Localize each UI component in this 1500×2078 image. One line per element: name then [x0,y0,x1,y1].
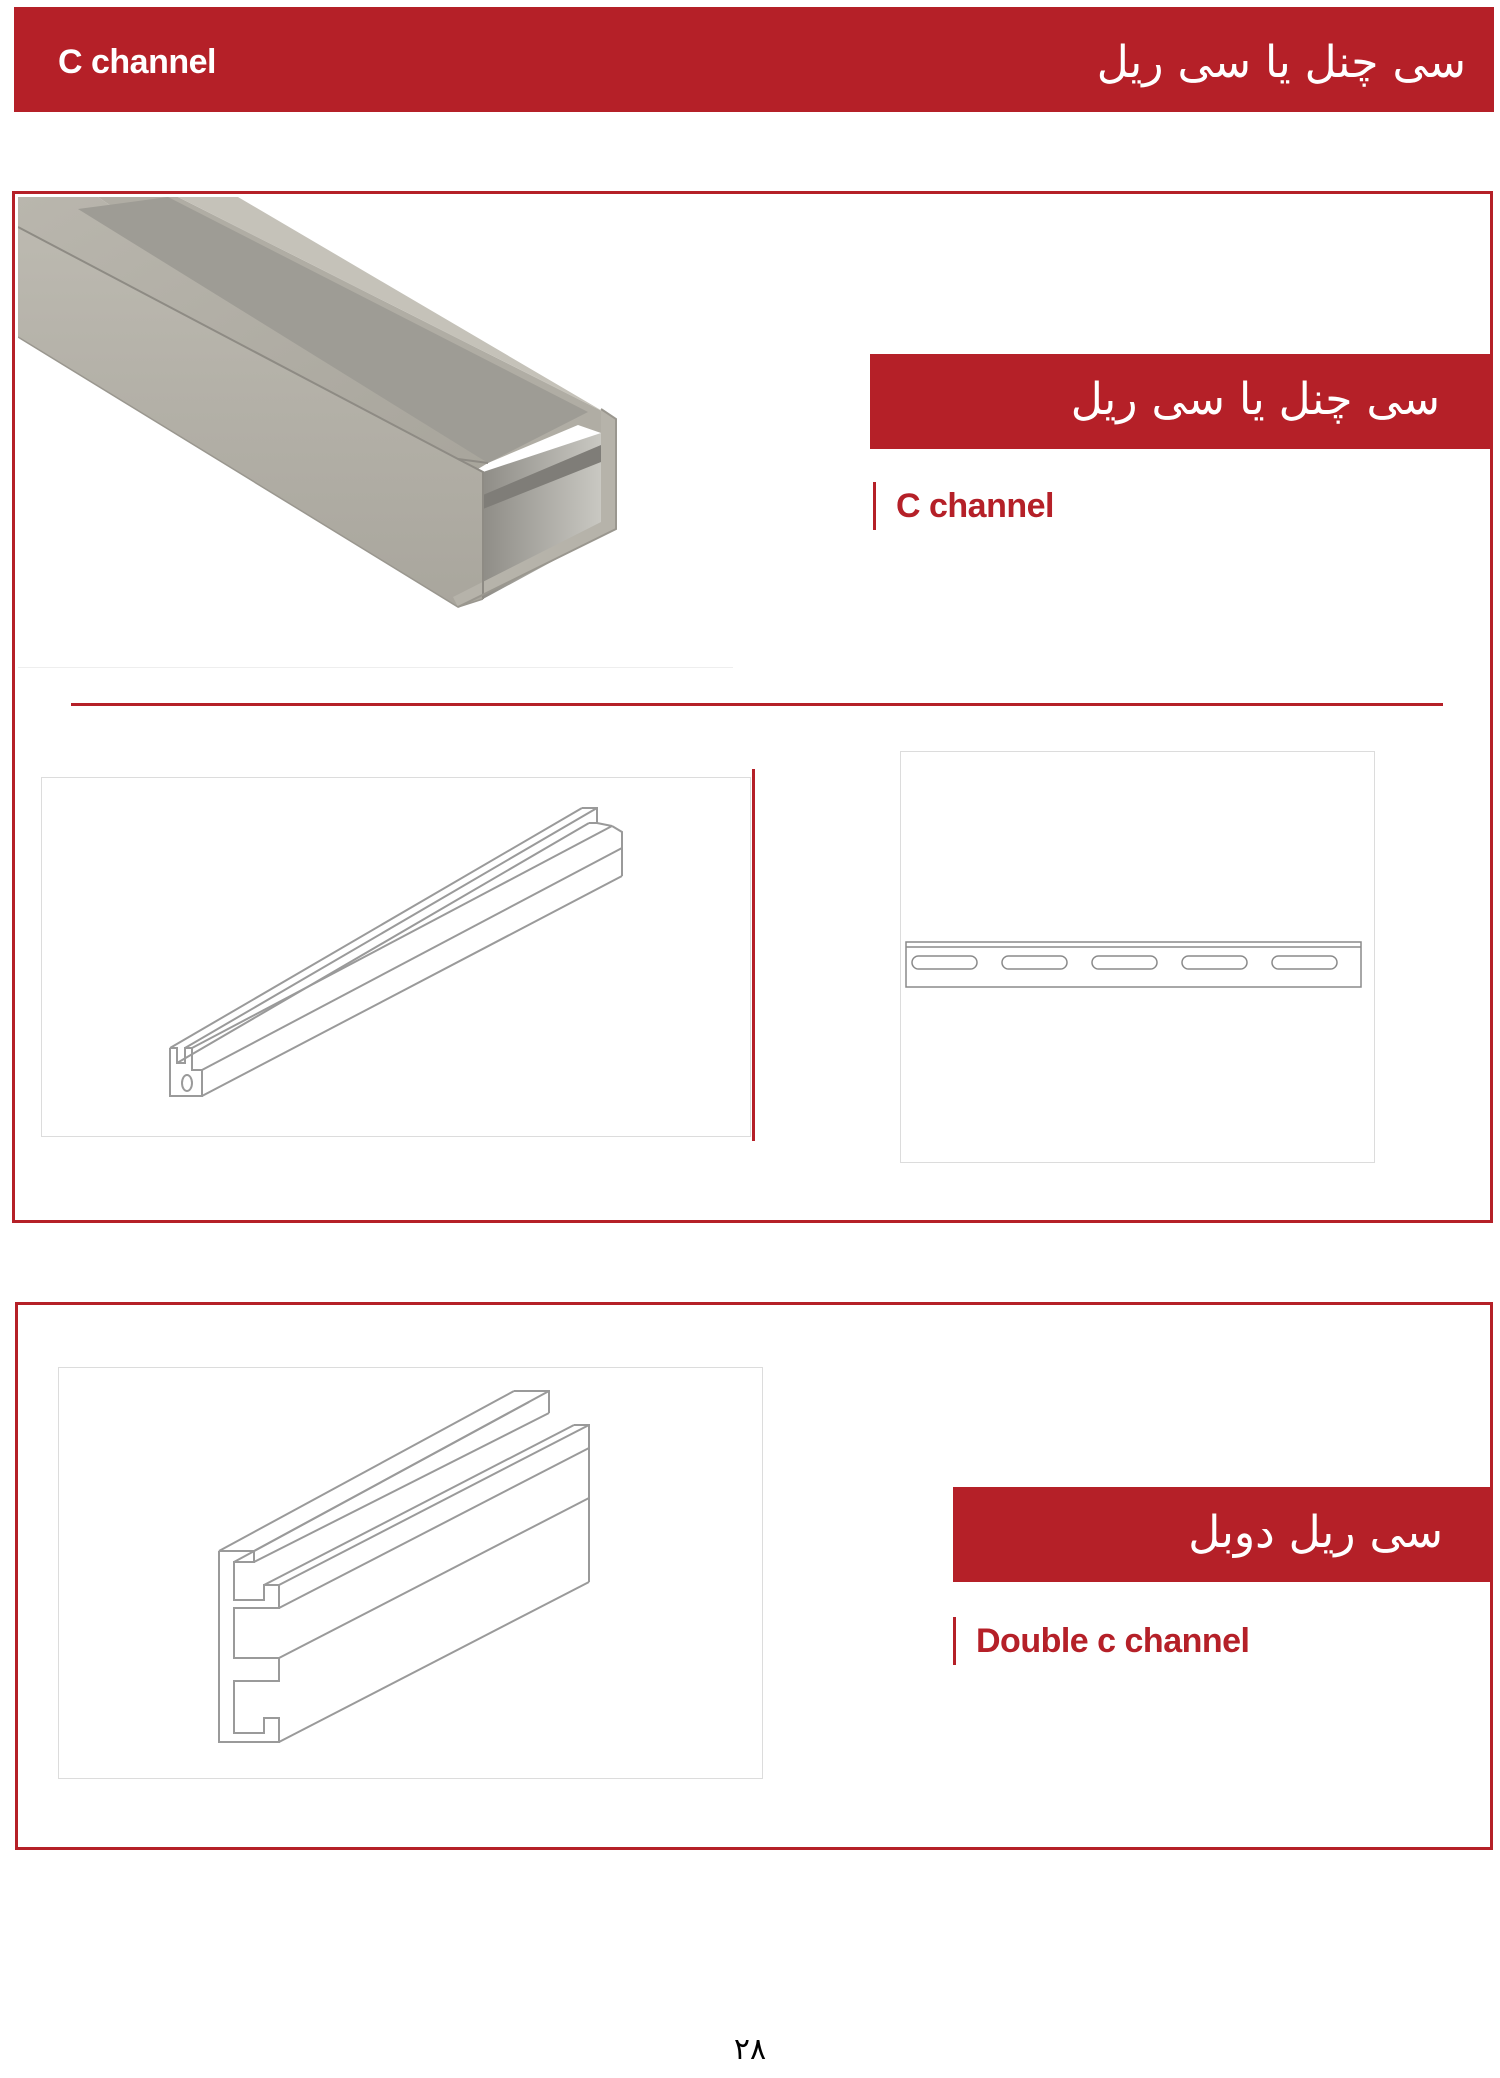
c-channel-isometric-drawing [41,777,751,1137]
double-c-channel-title-fa: سی ریل دوبل [1188,1507,1443,1558]
page-number: ۲۸ [733,2032,767,2067]
section-divider [71,703,1443,706]
c-channel-title-bar [870,354,1490,449]
double-c-channel-section [15,1302,1493,1850]
double-c-channel-subtitle-en: Double c channel [953,1617,1250,1665]
c-channel-side-slotted-drawing [900,751,1375,1163]
accent-vertical-line [752,769,755,1141]
header-bar [14,7,1494,112]
c-channel-photo [18,197,733,668]
double-c-channel-title-bar [953,1487,1493,1582]
header-title-en: C channel [58,43,216,81]
c-channel-subtitle-en: C channel [873,482,1054,530]
double-c-channel-isometric-drawing [58,1367,763,1779]
c-channel-title-fa: سی چنل یا سی ریل [1070,374,1440,425]
c-channel-section [12,191,1493,1223]
header-title-fa: سی چنل یا سی ریل [1096,37,1466,88]
